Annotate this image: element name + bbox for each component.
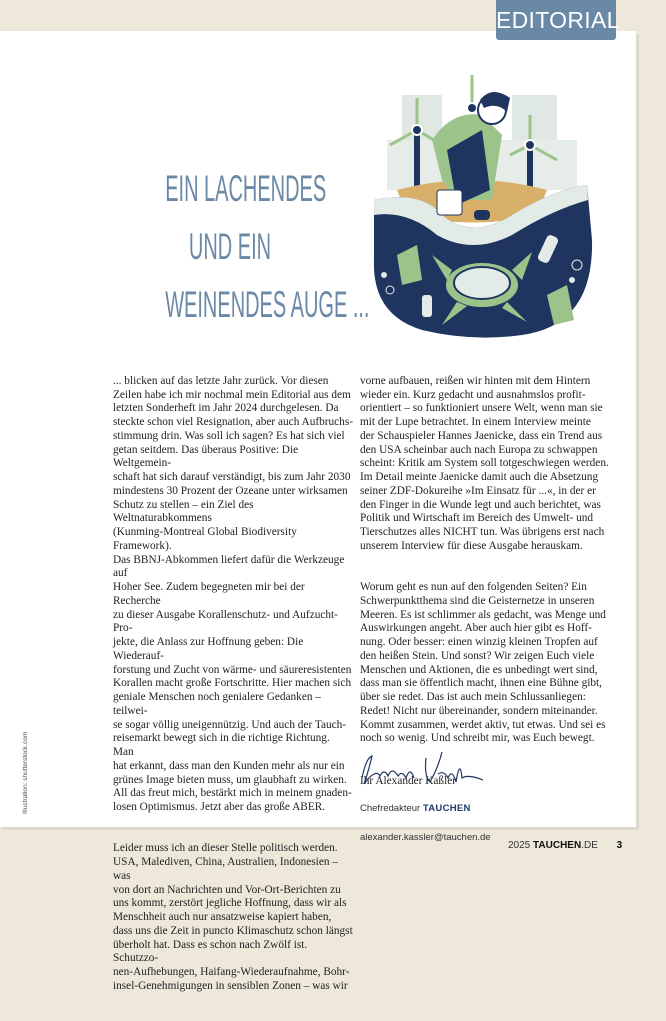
body-paragraph: ... blicken auf das letzte Jahr zurück. Vor diesen Zeilen habe ich mir nochmal mein Editorial aus dem letzten Sonderheft im Jahr 2024 durchgelesen. Da steckte schon viel Resignation, aber auch Aufbruchs- stimmung drin. Was soll ich sagen? Es hat sich viel getan seitdem. Das überaus Positive: Die Weltgemein- schaft hat sich darauf verständigt, bis zum Jahr 2030 mindestens 30 Prozent der Ozeane unter wirksamen Schutz zu stellen – ein Ziel des Weltnaturabkommens (Kunming-Montreal Global Biodiversity Framework). Das BBNJ-Abkommen liefert dafür die Werkzeuge auf Hoher See. Zudem begegneten mir bei der Recherche zu dieser Ausgabe Korallenschutz- und Aufzucht-Pro- jekte, die Anlass zur Hoffnung geben: Die Wiederauf- forstung und Zucht von wärme- und säureresistenten Korallen macht große Fortschritte. Hier machen sich geniale Menschen noch genialere Gedanken – teilwei- se sogar völlig uneigennützig. Und auch der Tauch- reisemarkt bewegt sich in die richtige Richtung. Man hat erkannt, dass man den Kunden mehr als nur ein grünes Image bieten muss, um glaubhaft zu wirken. All das freut mich, bestärkt mich in meinem gnaden- losen Optimismus. Jetzt aber das große ABER. xyxy=(113,374,353,813)
bottle-icon xyxy=(422,295,432,317)
headline xyxy=(110,160,370,334)
author-role xyxy=(360,801,620,817)
signoff: Ihr Alexander Kaßler xyxy=(360,774,456,787)
section-tab: EDITORIAL xyxy=(496,0,616,40)
footer-domain: .DE xyxy=(581,840,598,851)
author-email[interactable]: alexander.kassler@tauchen.de xyxy=(360,832,491,843)
handwritten-signature xyxy=(358,748,488,790)
wind-turbine-icon xyxy=(467,75,477,113)
footer-year: 2025 xyxy=(508,840,531,851)
page-number: 3 xyxy=(616,840,623,851)
role-label: Chefredakteur xyxy=(360,803,421,815)
ocean-cleanup-illustration xyxy=(362,40,598,340)
role-brand: TAUCHEN xyxy=(422,803,471,815)
body-paragraph: Leider muss ich an dieser Stelle politisch werden. USA, Malediven, China, Australien, Indonesien – was von dort an Nachrichten und Vor-Ort-Berichten zu uns kommt, zerstört jegliche Hoffnung, dass wir als Menschheit auch nur ansatzweise kapiert haben, dass uns die Zeit in puncto Klimaschutz schon längst überholt hat. Dass es schon nach Zwölf ist. Schutzzo- nen-Aufhebungen, Haifang-Wiederaufnahme, Bohr- insel-Genehmigungen in sensiblen Zonen – was wir xyxy=(113,842,353,992)
headline-line: EIN LACHENDES xyxy=(165,168,327,209)
body-paragraph: vorne aufbauen, reißen wir hinten mit dem Hintern wieder ein. Kurz gedacht und ausnahmslos profit- orientiert – so funktioniert unsere Welt, wenn man sie mit der Lupe betrachtet. In einem Interview meinte der Schauspieler Hannes Jaenicke, dass ein Trend aus den USA scheinbar auch nach Europa zu schwappen scheint: Kritik am System soll totgeschwiegen werden. Im Detail meinte Jaenicke damit auch die Absetzung seiner ZDF-Dokureihe »Im Einsatz für ...«, in der er den Finger in die Wunde legt und auch berichtet, was Politik und Wirtschaft im Bereich des Umwelt- und Tierschutzes alles NICHT tun. Was übrigens erst nach unserem Interview für diese Ausgabe herauskam. xyxy=(360,374,609,552)
body-paragraph: Worum geht es nun auf den folgenden Seiten? Ein Schwerpunktthema sind die Geisternetze in unseren Meeren. Es ist schlimmer als gedacht, was Menge und Auswirkungen angeht. Aber auch hier gibt es Hoff- nung. Oder besser: einen winzig kleinen Tropfen auf den heißen Stein. Und sonst? Wir zeigen Euch viele Menschen und Aktionen, die es unbedingt wert sind, dass man sie öffentlich macht, ihnen eine Bühne gibt, über sie redet. Das ist auch mein Schlussanliegen: Redet! Nicht nur übereinander, sondern miteinander. Kommt zusammen, werdet aktiv, tut etwas. Und sei es noch so wenig. Und schreibt mir, was Euch bewegt. xyxy=(360,581,606,745)
footer-brand: TAUCHEN xyxy=(533,840,582,851)
headline-line: WEINENDES AUGE ... xyxy=(165,284,370,325)
left-column xyxy=(113,361,353,1021)
headline-line: UND EIN xyxy=(188,226,272,267)
illustration-credit: Illustration: shutterstock.com xyxy=(22,731,29,814)
page-footer xyxy=(508,840,622,851)
